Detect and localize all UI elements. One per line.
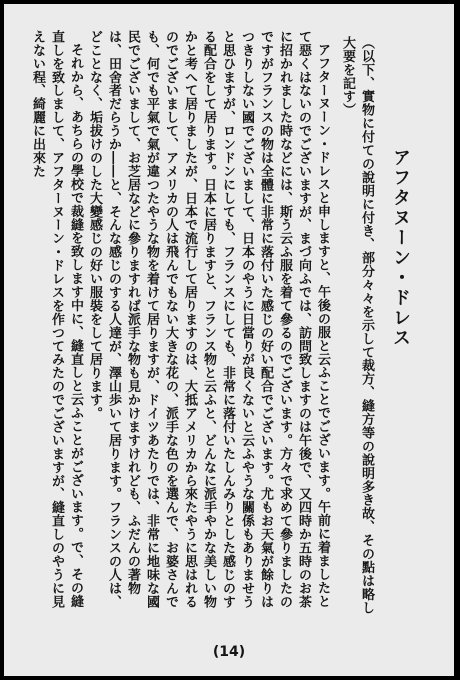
section-title: アフタヌーン・ドレス — [390, 148, 411, 348]
book-page — [4, 4, 454, 676]
body-paragraph: アフターヌーン・ドレスと申しますと、午後の服と云ふことでございます。午前に着ましたとて惡くはないのでございますが、まづ向ふでは、訪問致しますのは午後で、又四時か五時のお茶に招かれました時などには、斯う云ふ服を着て參るのでございます。方々で求めて參りましたのですがフランスの物は全體に非常に落付いた感じの好い配合でございます。尤もお天氣が餘りはつきりしない國でございまして、日本のやうに日當りが良くないと云ふやうな關係もありませうと思ひますが、ロンドンにしても、フランスにしても、非常に落付いたしんみりとした感じのする配合をして居ります。日本に居りますと、フランス物と云ふと、どんなに派手やかな美しい物かと考へて居りましたが、日本で流行して居りますのは、大抵アメリカから來たやうに思はれるのでございまして、アメリカの人は飛んでもない大きな花の、派手な色のを選んで、お婆さんでも、何でも平氣で氣が違つたやうな物を着けて居りますが、ドイツあたりでは、非常に地味な國民でございまして、お芝居などに參りますれば派手な物も見かけますけれども、ふだんの著物は、田舍者だらうか――と、そんな感じのする人達が、澤山歩いて居ります。フランスの人は、どことなく、垢拔けのした大變感じの好い服裝をして居ります。 — [87, 30, 330, 609]
page-number: (14) — [212, 644, 246, 660]
vertical-text-block — [28, 30, 414, 618]
editorial-note: （以下、實物に付ての說明に付き、部分々々を示して裁方、縫方等の說明多き故、その點は略し大要を記す） — [340, 36, 374, 615]
body-paragraph: それから、あちらの學校で裁縫を致します中に、縫直しと云ふことがございます。で、その縫直しを致しまして、アフターヌーン・ドレスを作つてみたのでございますが、縫直しのやうに見えない程、綺麗に出來た — [30, 30, 83, 609]
